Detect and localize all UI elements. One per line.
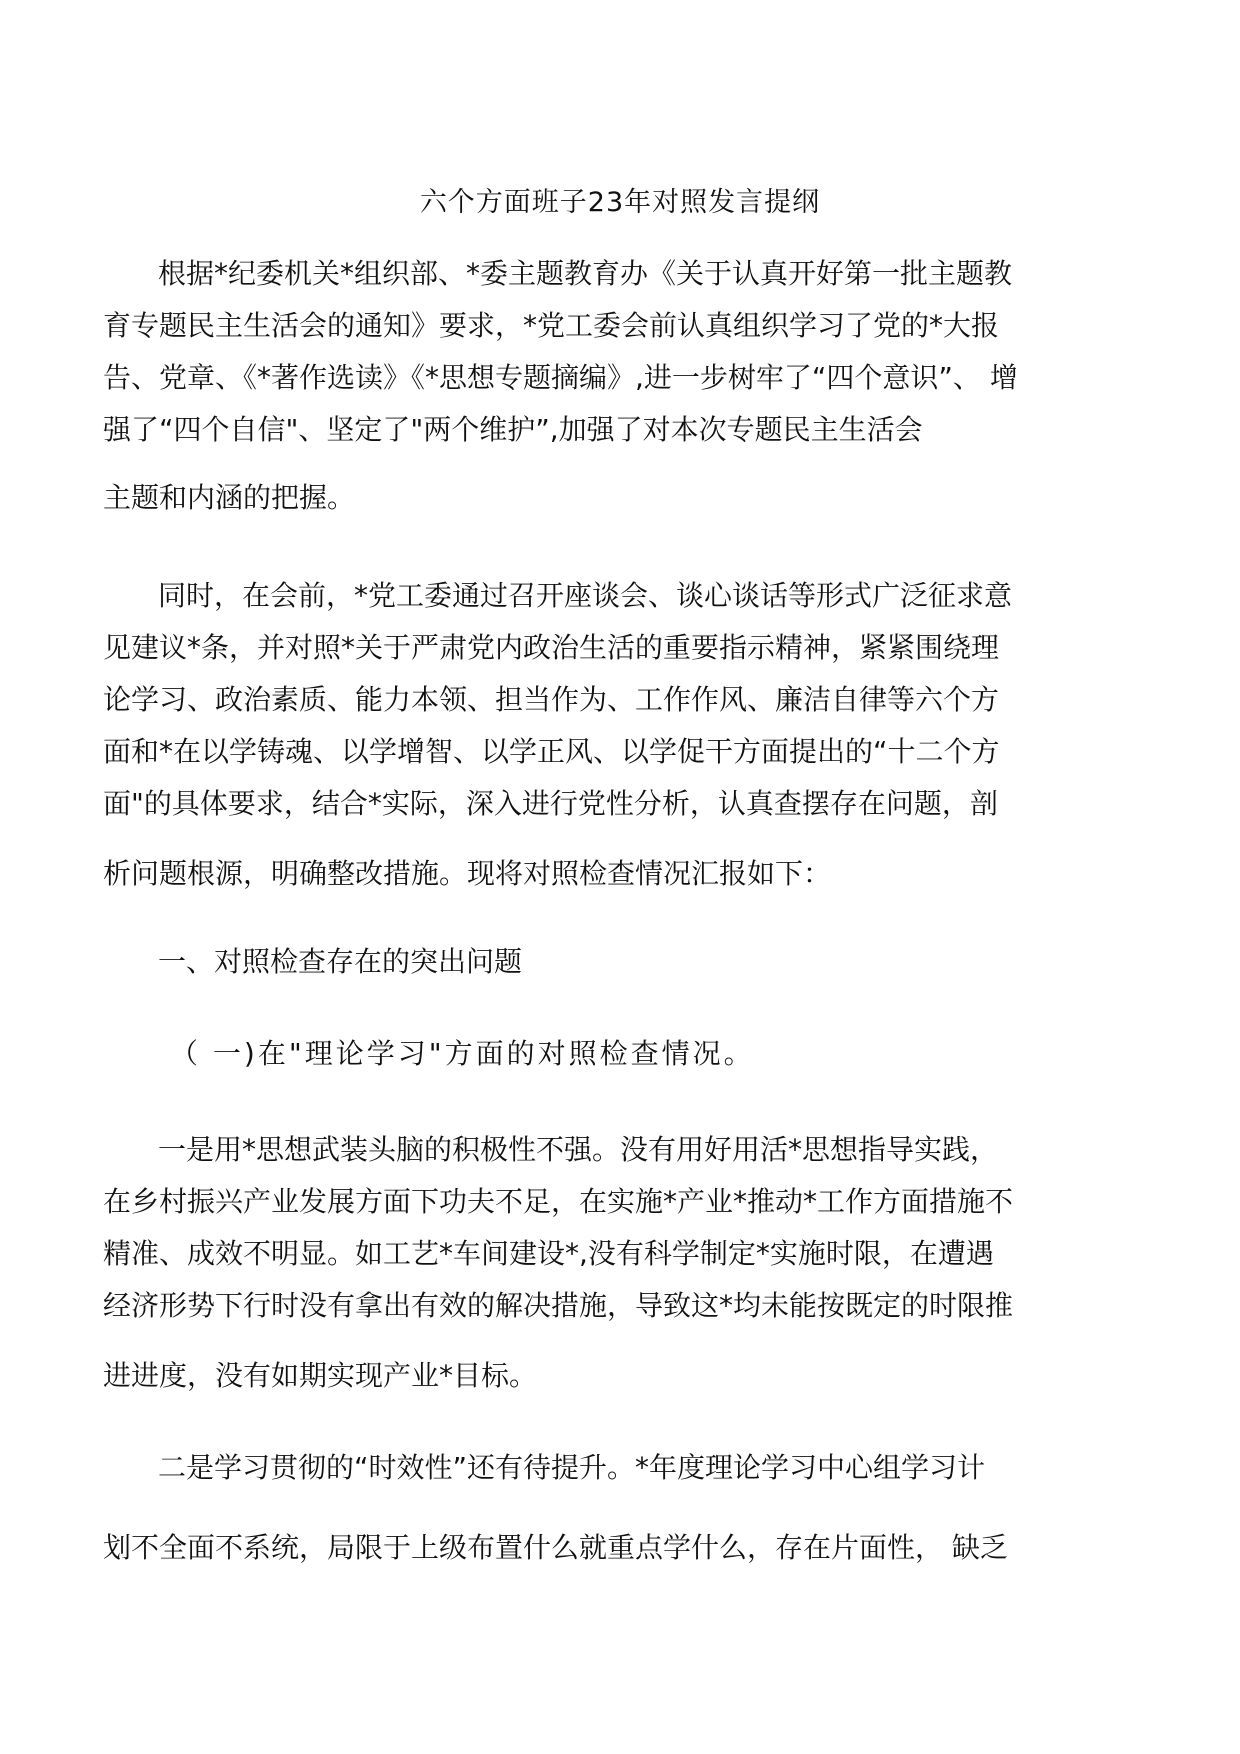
paragraph-2-line-3: 论学习、政治素质、能力本领、担当作为、工作作风、廉洁自律等六个方 <box>103 683 1000 716</box>
paragraph-2-line-4: 面和*在以学铸魂、以学增智、以学正风、以学促干方面提出的“十二个方 <box>103 735 1000 768</box>
paragraph-2-line-1: 同时，在会前，*党工委通过召开座谈会、谈心谈话等形式广泛征求意 <box>158 579 1013 612</box>
paragraph-1-line-5: 主题和内涵的把握。 <box>103 481 356 514</box>
paragraph-3-line-2: 在乡村振兴产业发展方面下功夫不足，在实施*产业*推动*工作方面措施不 <box>103 1185 1014 1218</box>
paragraph-4-line-1: 二是学习贯彻的“时效性”还有待提升。*年度理论学习中心组学习计 <box>158 1451 986 1484</box>
paragraph-2-line-2: 见建议*条，并对照*关于严肃党内政治生活的重要指示精神，紧紧围绕理 <box>103 631 1000 664</box>
paragraph-1-line-2: 育专题民主生活会的通知》要求，*党工委会前认真组织学习了党的*大报 <box>103 309 1000 342</box>
paragraph-3-line-1: 一是用*思想武装头脑的积极性不强。没有用好用活*思想指导实践， <box>158 1133 999 1166</box>
paragraph-3-line-4: 经济形势下行时没有拿出有效的解决措施，导致这*均未能按既定的时限推 <box>103 1289 1014 1322</box>
paragraph-1-line-4: 强了“四个自信"、坚定了"两个维护”,加强了对本次专题民主生活会 <box>103 413 923 446</box>
subsection-heading-1: （ 一)在"理论学习"方面的对照检查情况。 <box>170 1037 755 1070</box>
paragraph-4-line-2: 划不全面不系统，局限于上级布置什么就重点学什么，存在片面性， 缺乏 <box>103 1531 1008 1564</box>
paragraph-2-line-6: 析问题根源，明确整改措施。现将对照检查情况汇报如下： <box>103 857 832 890</box>
paragraph-3-line-5: 进进度，没有如期实现产业*目标。 <box>103 1359 538 1392</box>
document-title: 六个方面班子23年对照发言提纲 <box>419 187 821 218</box>
paragraph-3-line-3: 精准、成效不明显。如工艺*车间建设*,没有科学制定*实施时限，在遭遇 <box>103 1237 994 1270</box>
paragraph-2-line-5: 面"的具体要求，结合*实际，深入进行党性分析，认真查摆存在问题，剖 <box>103 787 998 820</box>
section-heading-1: 一、对照检查存在的突出问题 <box>158 945 523 978</box>
paragraph-1-line-1: 根据*纪委机关*组织部、*委主题教育办《关于认真开好第一批主题教 <box>158 257 1013 290</box>
paragraph-1-line-3: 告、党章、《*著作选读》《*思想专题摘编》,进一步树牢了“四个意识”、 增 <box>103 361 1018 394</box>
